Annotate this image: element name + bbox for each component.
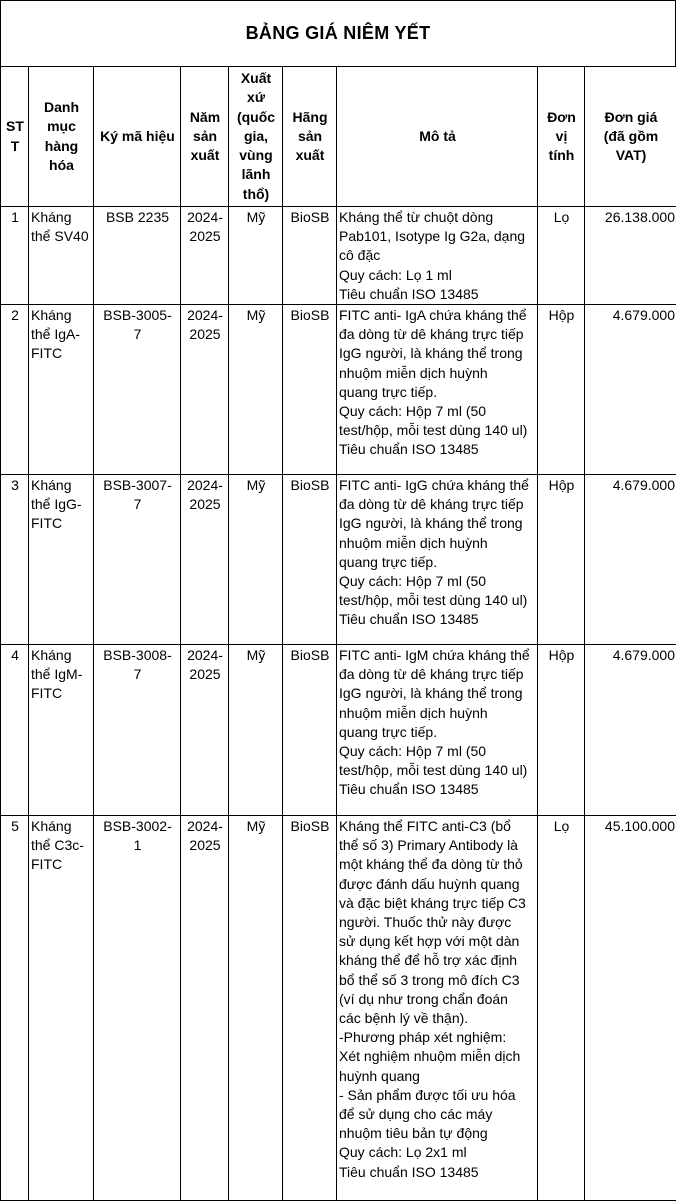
- header-text-line: mục: [31, 117, 92, 136]
- table-row: [1, 305, 676, 475]
- header-text-line: sản: [183, 127, 227, 146]
- cell-mo-ta-line: Tiêu chuẩn ISO 13485: [339, 610, 536, 629]
- cell-stt: [1, 816, 29, 1201]
- cell-mo-ta-line: test/hộp, mỗi test dùng 140 ul): [339, 761, 536, 780]
- cell-stt: [1, 645, 29, 816]
- cell-mo-ta-line: Quy cách: Lọ 2x1 ml: [339, 1143, 536, 1162]
- cell-don-vi-tinh-content: Lọ: [540, 207, 583, 227]
- header-text-line: sản: [285, 127, 335, 146]
- header-text-line: Danh: [31, 98, 92, 117]
- header-text-line: Năm: [183, 108, 227, 127]
- header-text-line: T: [3, 137, 27, 156]
- header-text-line: VAT): [587, 146, 675, 165]
- cell-mo-ta-line: đa dòng từ dê kháng trực tiếp: [339, 325, 536, 344]
- cell-mo-ta: [337, 207, 538, 305]
- cell-xuat-xu-content: Mỹ: [231, 645, 281, 665]
- header-text-line: Xuất: [231, 69, 281, 88]
- header-ky-ma-hieu: [94, 67, 181, 207]
- cell-mo-ta-line: Quy cách: Hộp 7 ml (50: [339, 742, 536, 761]
- cell-hang-san-xuat-content: BioSB: [285, 475, 335, 495]
- cell-don-vi-tinh-content: Hộp: [540, 475, 583, 495]
- cell-hang-san-xuat-content: BioSB: [285, 645, 335, 665]
- header-text-line: gia,: [231, 127, 281, 146]
- header-text-line: tính: [540, 146, 583, 165]
- cell-don-vi-tinh-content: Lọ: [540, 816, 583, 836]
- cell-mo-ta-line: nhuộm miễn dịch huỳnh: [339, 534, 536, 553]
- cell-hang-san-xuat: [283, 645, 337, 816]
- cell-ky-ma-hieu-line: 1: [96, 836, 179, 855]
- cell-don-gia-content: 4.679.000: [587, 645, 675, 665]
- header-text-line: Đơn giá: [587, 108, 675, 127]
- cell-stt: [1, 305, 29, 475]
- cell-mo-ta-line: Tiêu chuẩn ISO 13485: [339, 780, 536, 799]
- cell-mo-ta-line: IgG người, là kháng thể trong: [339, 344, 536, 363]
- cell-ky-ma-hieu-line: BSB-3007-: [96, 476, 179, 495]
- table-row: [1, 475, 676, 645]
- cell-danh-muc-line: Kháng: [31, 306, 92, 325]
- cell-mo-ta-line: FITC anti- IgM chứa kháng thể: [339, 646, 536, 665]
- cell-mo-ta-content: [339, 816, 536, 1182]
- price-table: [0, 66, 676, 1201]
- cell-nam-san-xuat-line: 2025: [183, 495, 227, 514]
- cell-don-vi-tinh: [538, 305, 585, 475]
- cell-nam-san-xuat: [181, 305, 229, 475]
- cell-xuat-xu-content: Mỹ: [231, 475, 281, 495]
- cell-ky-ma-hieu-content: [96, 305, 179, 344]
- cell-nam-san-xuat-line: 2025: [183, 836, 227, 855]
- cell-stt: [1, 475, 29, 645]
- cell-nam-san-xuat-content: [183, 207, 227, 246]
- cell-nam-san-xuat-content: [183, 645, 227, 684]
- cell-hang-san-xuat-content: BioSB: [285, 207, 335, 227]
- cell-don-gia: [585, 645, 676, 816]
- cell-mo-ta-line: người. Thuốc thử này được: [339, 913, 536, 932]
- header-row: [1, 67, 676, 207]
- header-text-line: Hãng: [285, 108, 335, 127]
- cell-stt-content: 3: [3, 475, 27, 495]
- cell-mo-ta-line: Quy cách: Hộp 7 ml (50: [339, 402, 536, 421]
- header-text-line: (đã gồm: [587, 127, 675, 146]
- cell-danh-muc-line: Kháng: [31, 817, 92, 836]
- cell-mo-ta-line: IgG người, là kháng thể trong: [339, 684, 536, 703]
- cell-mo-ta-line: kháng thể để hỗ trợ xác định: [339, 951, 536, 970]
- cell-don-vi-tinh: [538, 475, 585, 645]
- cell-mo-ta-line: một kháng thể đa dòng từ thỏ: [339, 855, 536, 874]
- header-text-line: hóa: [31, 156, 92, 175]
- cell-mo-ta-line: đa dòng từ dê kháng trực tiếp: [339, 495, 536, 514]
- header-don-vi-tinh: [538, 67, 585, 207]
- cell-danh-muc-line: FITC: [31, 684, 92, 703]
- cell-don-gia: [585, 305, 676, 475]
- cell-danh-muc-content: [31, 305, 92, 364]
- cell-mo-ta-line: Kháng thể từ chuột dòng: [339, 208, 536, 227]
- cell-ky-ma-hieu-line: 7: [96, 495, 179, 514]
- cell-mo-ta: [337, 475, 538, 645]
- cell-hang-san-xuat-content: BioSB: [285, 816, 335, 836]
- cell-mo-ta-line: FITC anti- IgG chứa kháng thể: [339, 476, 536, 495]
- cell-ky-ma-hieu-line: BSB-3005-: [96, 306, 179, 325]
- header-text-line: vùng: [231, 146, 281, 165]
- cell-xuat-xu: [229, 475, 283, 645]
- cell-ky-ma-hieu-line: BSB 2235: [96, 208, 179, 227]
- cell-xuat-xu: [229, 645, 283, 816]
- cell-mo-ta-line: cô đặc: [339, 246, 536, 265]
- cell-mo-ta-line: Kháng thể FITC anti-C3 (bổ: [339, 817, 536, 836]
- cell-nam-san-xuat: [181, 475, 229, 645]
- cell-xuat-xu: [229, 305, 283, 475]
- cell-danh-muc-content: [31, 816, 92, 875]
- header-text-line: ST: [3, 117, 27, 136]
- cell-danh-muc-line: thể C3c-: [31, 836, 92, 855]
- cell-nam-san-xuat-line: 2024-: [183, 306, 227, 325]
- cell-mo-ta-line: -Phương pháp xét nghiệm:: [339, 1028, 536, 1047]
- cell-stt: [1, 207, 29, 305]
- cell-ky-ma-hieu: [94, 305, 181, 475]
- header-text-line: xuất: [285, 146, 335, 165]
- cell-don-gia-content: 26.138.000: [587, 207, 675, 227]
- cell-mo-ta-line: - Sản phẩm được tối ưu hóa: [339, 1086, 536, 1105]
- cell-don-gia: [585, 475, 676, 645]
- cell-mo-ta-line: FITC anti- IgA chứa kháng thể: [339, 306, 536, 325]
- cell-mo-ta: [337, 816, 538, 1201]
- cell-mo-ta-line: nhuộm miễn dịch huỳnh: [339, 364, 536, 383]
- cell-mo-ta-line: nhuộm tiêu bản tự động: [339, 1124, 536, 1143]
- cell-nam-san-xuat-line: 2025: [183, 325, 227, 344]
- header-stt: [1, 67, 29, 207]
- cell-ky-ma-hieu-content: [96, 645, 179, 684]
- cell-mo-ta-line: và đặc biệt kháng trực tiếp C3: [339, 894, 536, 913]
- cell-mo-ta-line: bổ thể số 3 trong mô đích C3: [339, 971, 536, 990]
- cell-don-vi-tinh-content: Hộp: [540, 645, 583, 665]
- cell-don-vi-tinh: [538, 645, 585, 816]
- cell-ky-ma-hieu: [94, 645, 181, 816]
- cell-nam-san-xuat-content: [183, 475, 227, 514]
- cell-nam-san-xuat: [181, 816, 229, 1201]
- cell-danh-muc: [29, 645, 94, 816]
- header-mo-ta: [337, 67, 538, 207]
- cell-don-gia-content: 4.679.000: [587, 475, 675, 495]
- cell-ky-ma-hieu-line: 7: [96, 665, 179, 684]
- cell-ky-ma-hieu-line: BSB-3002-: [96, 817, 179, 836]
- header-danh-muc: [29, 67, 94, 207]
- cell-mo-ta-line: quang trực tiếp.: [339, 723, 536, 742]
- cell-mo-ta-line: thể số 3) Primary Antibody là: [339, 836, 536, 855]
- cell-mo-ta-line: IgG người, là kháng thể trong: [339, 514, 536, 533]
- cell-danh-muc: [29, 305, 94, 475]
- cell-xuat-xu-content: Mỹ: [231, 207, 281, 227]
- cell-xuat-xu: [229, 816, 283, 1201]
- cell-ky-ma-hieu: [94, 207, 181, 305]
- cell-mo-ta-line: được đánh dấu huỳnh quang: [339, 875, 536, 894]
- cell-ky-ma-hieu-line: 7: [96, 325, 179, 344]
- header-text-line: hàng: [31, 137, 92, 156]
- cell-mo-ta: [337, 305, 538, 475]
- header-hang-san-xuat: [283, 67, 337, 207]
- cell-mo-ta-content: [339, 305, 536, 460]
- cell-danh-muc-line: Kháng: [31, 208, 92, 227]
- cell-mo-ta-line: test/hộp, mỗi test dùng 140 ul): [339, 591, 536, 610]
- cell-nam-san-xuat: [181, 207, 229, 305]
- cell-xuat-xu-content: Mỹ: [231, 305, 281, 325]
- cell-hang-san-xuat-content: BioSB: [285, 305, 335, 325]
- cell-ky-ma-hieu: [94, 816, 181, 1201]
- cell-danh-muc-line: thể IgA-: [31, 325, 92, 344]
- cell-mo-ta-line: Xét nghiệm nhuộm miễn dịch: [339, 1047, 536, 1066]
- header-text-line: (quốc: [231, 108, 281, 127]
- cell-nam-san-xuat-line: 2024-: [183, 476, 227, 495]
- cell-don-gia: [585, 207, 676, 305]
- cell-mo-ta-line: Tiêu chuẩn ISO 13485: [339, 1163, 536, 1182]
- cell-mo-ta-line: Tiêu chuẩn ISO 13485: [339, 440, 536, 459]
- cell-danh-muc-line: thể IgG-: [31, 495, 92, 514]
- cell-nam-san-xuat-content: [183, 816, 227, 855]
- cell-mo-ta-line: Quy cách: Lọ 1 ml: [339, 266, 536, 285]
- cell-stt-content: 4: [3, 645, 27, 665]
- cell-danh-muc: [29, 475, 94, 645]
- cell-don-vi-tinh: [538, 207, 585, 305]
- cell-mo-ta: [337, 645, 538, 816]
- header-text-line: lãnh: [231, 165, 281, 184]
- cell-nam-san-xuat-content: [183, 305, 227, 344]
- cell-mo-ta-line: Pab101, Isotype Ig G2a, dạng: [339, 227, 536, 246]
- cell-mo-ta-line: huỳnh quang: [339, 1067, 536, 1086]
- cell-mo-ta-content: [339, 645, 536, 800]
- cell-stt-content: 2: [3, 305, 27, 325]
- cell-danh-muc-line: FITC: [31, 514, 92, 533]
- page-title: BẢNG GIÁ NIÊM YẾT: [246, 23, 431, 44]
- cell-mo-ta-line: test/hộp, mỗi test dùng 140 ul): [339, 421, 536, 440]
- cell-danh-muc-content: [31, 645, 92, 704]
- header-text-line: Ký mã hiệu: [96, 127, 179, 146]
- header-don-gia: [585, 67, 676, 207]
- header-text-line: vị: [540, 127, 583, 146]
- cell-danh-muc-line: Kháng: [31, 646, 92, 665]
- table-row: [1, 645, 676, 816]
- cell-mo-ta-line: để sử dụng cho các máy: [339, 1105, 536, 1124]
- cell-mo-ta-line: Tiêu chuẩn ISO 13485: [339, 285, 536, 304]
- cell-danh-muc: [29, 207, 94, 305]
- cell-stt-content: 5: [3, 816, 27, 836]
- cell-nam-san-xuat-line: 2024-: [183, 817, 227, 836]
- cell-mo-ta-content: [339, 475, 536, 630]
- cell-ky-ma-hieu-content: [96, 207, 179, 227]
- cell-xuat-xu-content: Mỹ: [231, 816, 281, 836]
- cell-nam-san-xuat-line: 2024-: [183, 208, 227, 227]
- cell-don-vi-tinh-content: Hộp: [540, 305, 583, 325]
- cell-danh-muc-line: Kháng: [31, 476, 92, 495]
- cell-hang-san-xuat: [283, 816, 337, 1201]
- header-text-line: Đơn: [540, 108, 583, 127]
- cell-nam-san-xuat: [181, 645, 229, 816]
- cell-don-vi-tinh: [538, 816, 585, 1201]
- cell-danh-muc-line: FITC: [31, 855, 92, 874]
- cell-danh-muc-content: [31, 207, 92, 246]
- cell-don-gia-content: 4.679.000: [587, 305, 675, 325]
- cell-nam-san-xuat-line: 2025: [183, 227, 227, 246]
- table-body: [1, 207, 676, 1201]
- cell-hang-san-xuat: [283, 475, 337, 645]
- cell-don-gia: [585, 816, 676, 1201]
- cell-ky-ma-hieu-content: [96, 475, 179, 514]
- cell-mo-ta-line: quang trực tiếp.: [339, 553, 536, 572]
- header-text-line: xuất: [183, 146, 227, 165]
- cell-hang-san-xuat: [283, 207, 337, 305]
- cell-xuat-xu: [229, 207, 283, 305]
- cell-mo-ta-line: (ví dụ như trong chẩn đoán: [339, 990, 536, 1009]
- cell-mo-ta-line: sử dụng kết hợp với một dàn: [339, 932, 536, 951]
- cell-mo-ta-line: Quy cách: Hộp 7 ml (50: [339, 572, 536, 591]
- cell-mo-ta-line: các bệnh lý về thận).: [339, 1009, 536, 1028]
- table-row: [1, 207, 676, 305]
- title-row: [0, 0, 676, 66]
- cell-ky-ma-hieu-line: BSB-3008-: [96, 646, 179, 665]
- cell-ky-ma-hieu-content: [96, 816, 179, 855]
- cell-hang-san-xuat: [283, 305, 337, 475]
- cell-ky-ma-hieu: [94, 475, 181, 645]
- header-text-line: thổ): [231, 185, 281, 204]
- cell-mo-ta-line: đa dòng từ dê kháng trực tiếp: [339, 665, 536, 684]
- header-nam-san-xuat: [181, 67, 229, 207]
- cell-danh-muc-content: [31, 475, 92, 534]
- header-xuat-xu: [229, 67, 283, 207]
- cell-mo-ta-line: quang trực tiếp.: [339, 383, 536, 402]
- header-text-line: Mô tả: [339, 127, 536, 146]
- header-text-line: xứ: [231, 88, 281, 107]
- cell-danh-muc-line: thể SV40: [31, 227, 92, 246]
- cell-danh-muc: [29, 816, 94, 1201]
- table-row: [1, 816, 676, 1201]
- cell-nam-san-xuat-line: 2025: [183, 665, 227, 684]
- cell-nam-san-xuat-line: 2024-: [183, 646, 227, 665]
- cell-mo-ta-content: [339, 207, 536, 304]
- cell-danh-muc-line: thể IgM-: [31, 665, 92, 684]
- cell-don-gia-content: 45.100.000: [587, 816, 675, 836]
- cell-danh-muc-line: FITC: [31, 344, 92, 363]
- cell-stt-content: 1: [3, 207, 27, 227]
- cell-mo-ta-line: nhuộm miễn dịch huỳnh: [339, 704, 536, 723]
